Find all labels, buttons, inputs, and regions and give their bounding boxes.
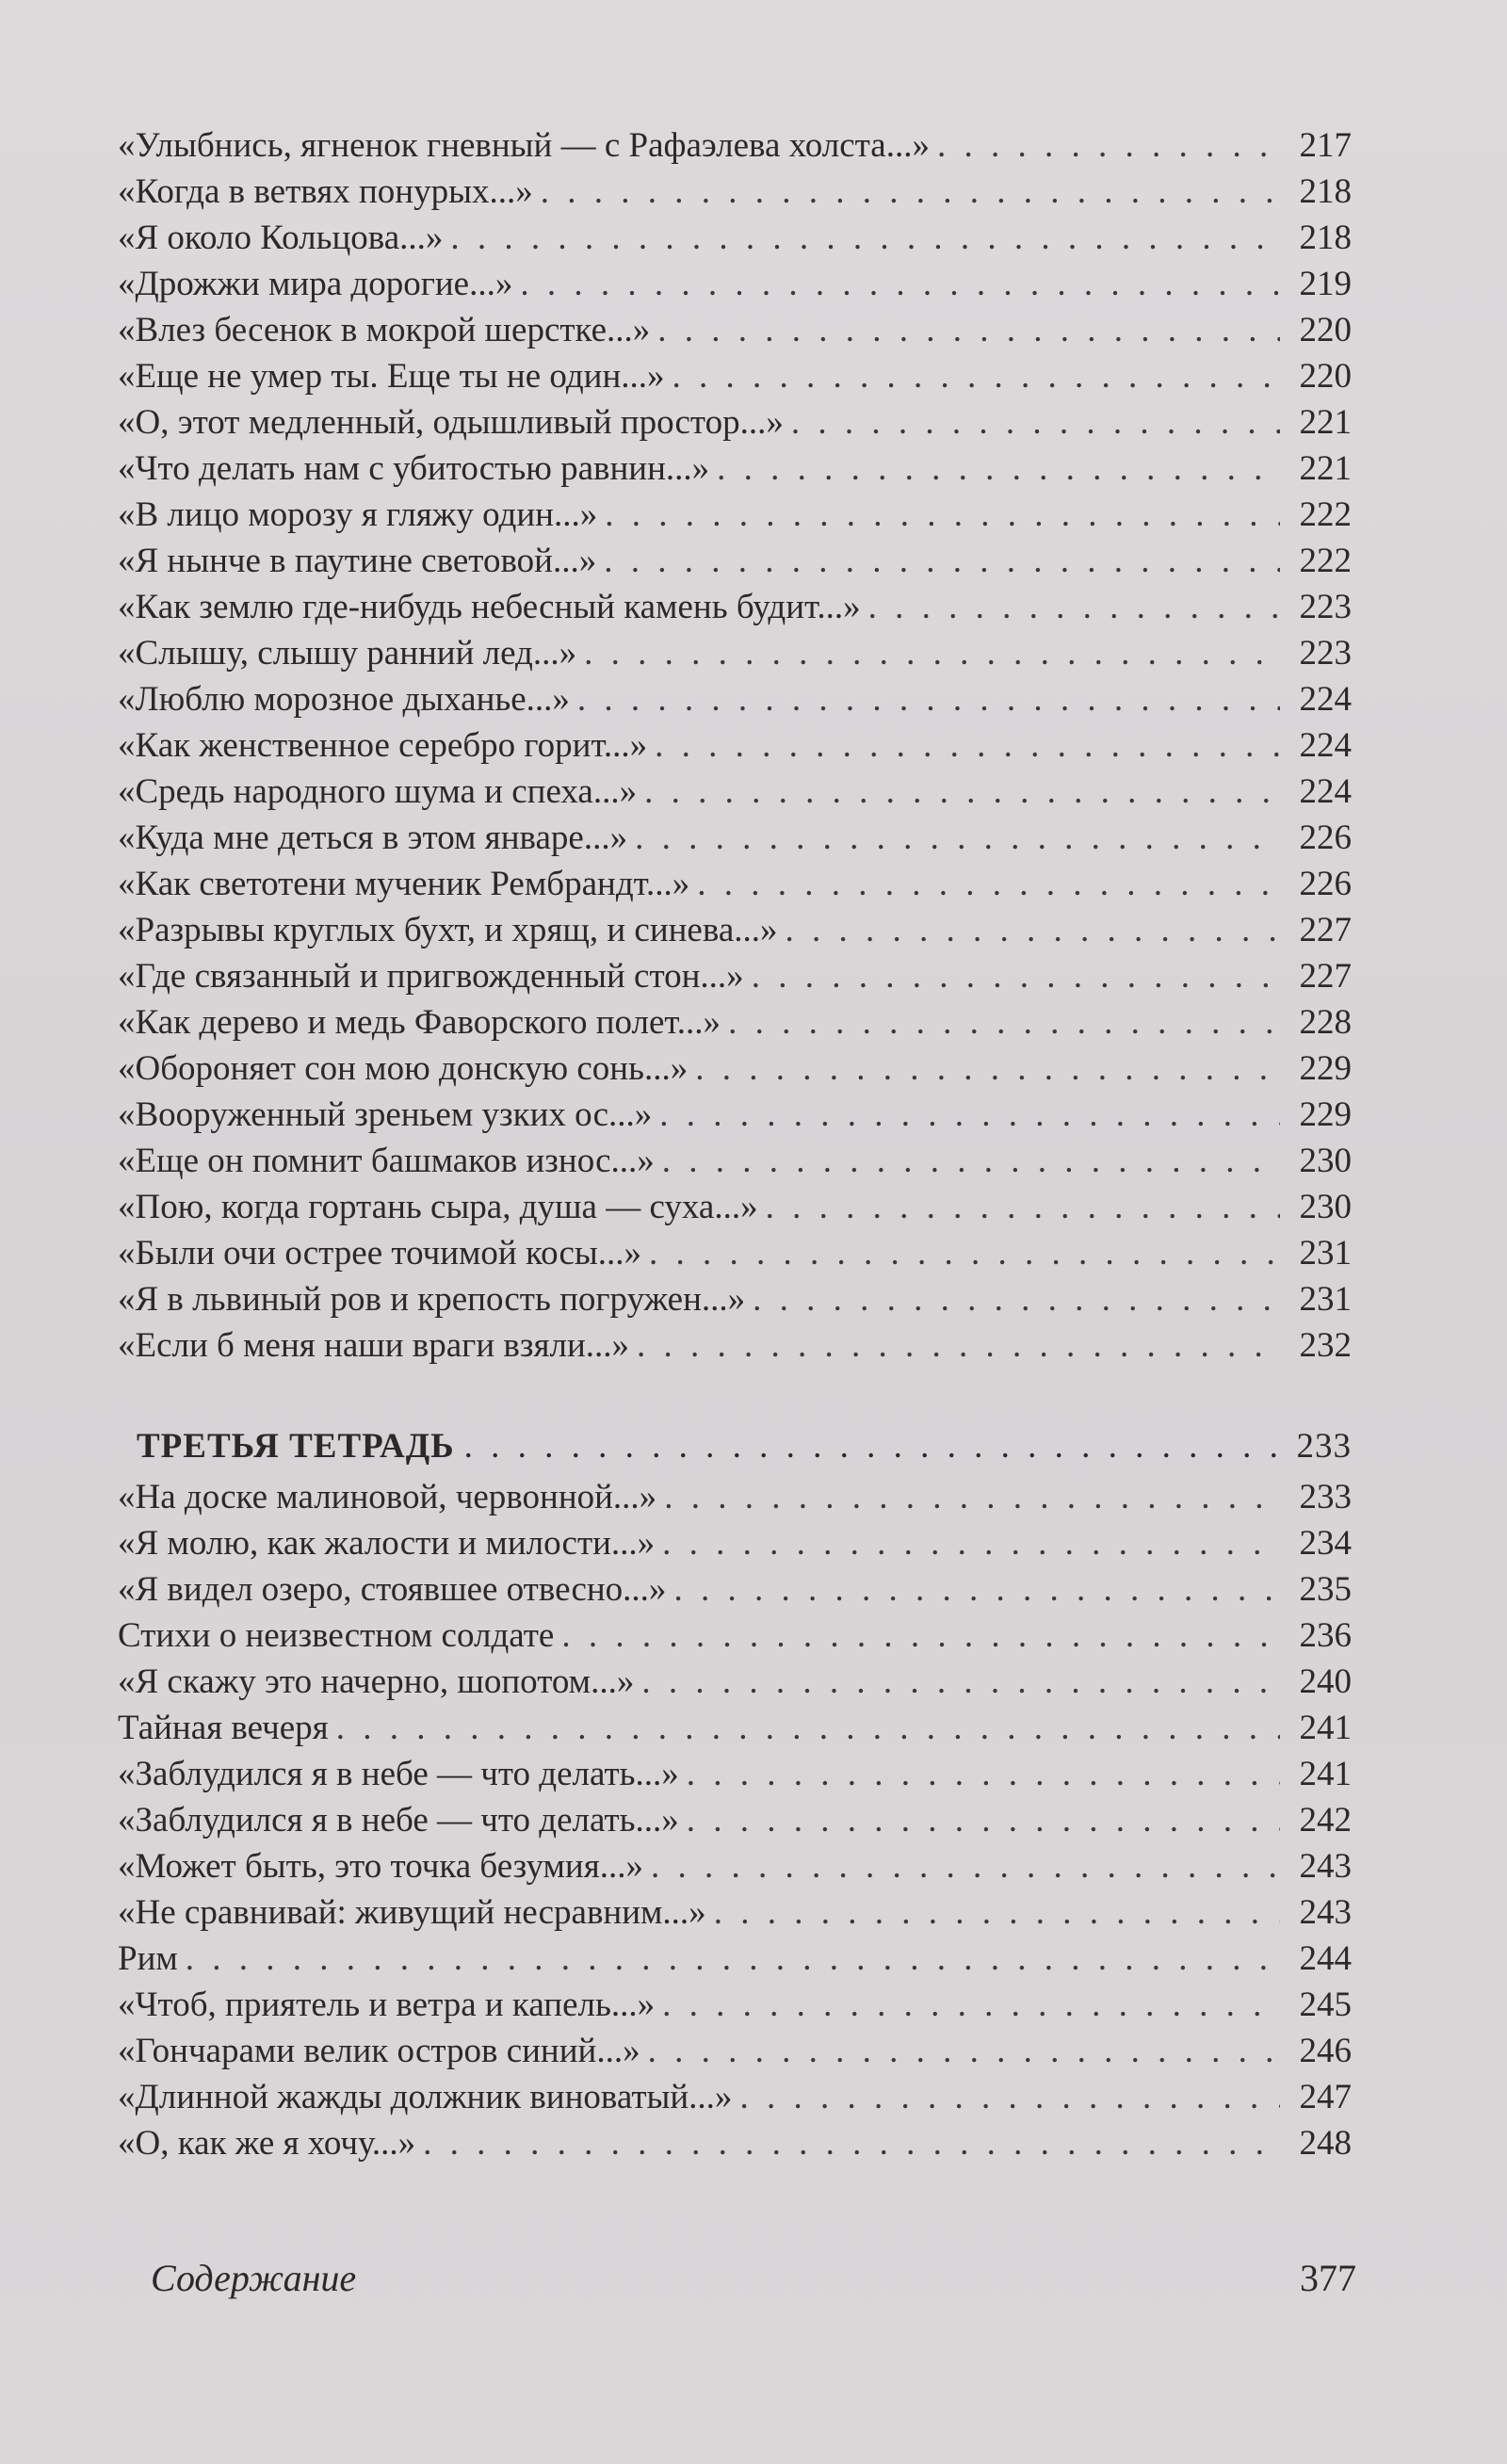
toc-entry [118,630,1352,676]
leader-dots [739,2074,1280,2120]
toc-entry [118,169,1352,215]
toc-entry-title: «Я скажу это начерно, шопотом...» [118,1662,635,1701]
toc-entry-title: «Чтоб, приятель и ветра и капель...» [118,1986,656,2024]
toc-entry-title: «Я видел озеро, стоявшее отвесно...» [118,1570,667,1609]
toc-entry-title: «Заблудился я в небе — что делать...» [118,1801,679,1840]
toc-entry [118,1322,1352,1369]
leader-dots [186,1936,1280,1982]
running-head: Содержание [151,2257,357,2299]
toc-entry-page: 243 [1299,1893,1352,1932]
leader-dots [604,538,1280,584]
toc-entry-page: 243 [1299,1847,1352,1886]
toc-entry-page: 224 [1299,726,1352,765]
toc-entry-title: «Длинной жажды должник виноватый...» [118,2078,733,2116]
toc-entry-page: 222 [1299,495,1352,534]
toc-entry-page: 227 [1299,957,1352,996]
toc-entry-title: «Еще он помнит башмаков износ...» [118,1142,655,1180]
toc-entry-page: 217 [1299,126,1352,165]
toc-entry [118,1138,1352,1184]
toc-entry [118,861,1352,907]
toc-entry-page: 222 [1299,542,1352,580]
section-title: ТРЕТЬЯ ТЕТРАДЬ [137,1427,455,1466]
leader-dots [635,815,1280,861]
toc-list-part2 [118,1474,1352,2166]
toc-entry-page: 241 [1299,1755,1352,1793]
leader-dots [520,261,1280,307]
toc-entry-page: 247 [1299,2078,1352,2116]
toc-entry-page: 241 [1299,1709,1352,1747]
toc-entry-title: «Влез бесенок в мокрой шерстке...» [118,311,651,349]
toc-entry [118,1705,1352,1751]
toc-entry [118,1889,1352,1936]
toc-entry-title: «Не сравнивай: живущий несравним...» [118,1893,706,1932]
toc-entry-page: 230 [1299,1142,1352,1180]
page-number: 377 [1300,2257,1356,2299]
leader-dots [937,122,1280,169]
section-page-number: 233 [1296,1427,1352,1466]
leader-dots [766,1184,1280,1230]
leader-dots [641,1659,1280,1705]
toc-entry [118,1566,1352,1613]
toc-entry-page: 224 [1299,680,1352,719]
toc-entry [118,907,1352,953]
toc-entry-title: Рим [118,1939,178,1978]
toc-entry [118,722,1352,769]
toc-entry-title: «Улыбнись, ягненок гневный — с Рафаэлева холста...» [118,126,930,165]
leader-dots [695,1046,1280,1092]
leader-dots [662,1138,1280,1184]
leader-dots [697,861,1280,907]
toc-entry [118,953,1352,999]
toc-entry-page: 226 [1299,819,1352,857]
toc-entry [118,1474,1352,1520]
toc-entry-page: 218 [1299,172,1352,211]
leader-dots [423,2120,1280,2166]
toc-entry-title: «Гончарами велик остров синий...» [118,2032,640,2070]
toc-entry [118,2120,1352,2166]
leader-dots [584,630,1280,676]
toc-entry-page: 229 [1299,1095,1352,1134]
toc-entry [118,307,1352,353]
toc-entry-page: 230 [1299,1188,1352,1226]
leader-dots [868,584,1280,630]
leader-dots [753,1276,1280,1322]
toc-entry-title: «Обороняет сон мою донскую сонь...» [118,1049,689,1088]
toc-entry [118,446,1352,492]
toc-entry-title: «Когда в ветвях понурых...» [118,172,533,211]
page-footer [151,2256,1356,2300]
leader-dots [577,676,1280,722]
toc-entry-page: 223 [1299,588,1352,626]
toc-entry-title: «О, этот медленный, одышливый простор...» [118,403,784,442]
leader-dots [336,1705,1280,1751]
toc-entry-title: «Я около Кольцова...» [118,219,444,257]
toc-entry [118,1520,1352,1566]
toc-entry [118,1936,1352,1982]
toc-entry [118,1046,1352,1092]
toc-entry-title: «Пою, когда гортань сыра, душа — суха...» [118,1188,758,1226]
toc-entry-title: «О, как же я хочу...» [118,2124,416,2163]
toc-entry [118,769,1352,815]
toc-list-part1 [118,122,1352,1369]
toc-entry-page: 236 [1299,1616,1352,1655]
toc-entry [118,1184,1352,1230]
toc-entry-title: «Куда мне деться в этом январе...» [118,819,628,857]
toc-entry-page: 244 [1299,1939,1352,1978]
leader-dots [717,446,1280,492]
toc-entry-page: 218 [1299,219,1352,257]
toc-entry [118,584,1352,630]
toc-entry-page: 248 [1299,2124,1352,2163]
toc-entry [118,1092,1352,1138]
toc-entry-title: «Слышу, слышу ранний лед...» [118,634,577,673]
toc-entry-page: 231 [1299,1280,1352,1319]
toc-entry-title: «Как светотени мученик Рембрандт...» [118,865,690,903]
toc-entry-title: «Если б меня наши враги взяли...» [118,1326,630,1365]
toc-entry-title: «Разрывы круглых бухт, и хрящ, и синева...» [118,911,778,949]
toc-entry-page: 245 [1299,1986,1352,2024]
toc-entry-title: «Еще не умер ты. Еще ты не один...» [118,357,665,396]
toc-section-heading [137,1420,1352,1473]
toc-entry-title: «Как землю где-нибудь небесный камень будит...» [118,588,861,626]
toc-entry-page: 219 [1299,265,1352,303]
toc-entry-title: Стихи о неизвестном солдате [118,1616,555,1655]
toc-entry-title: «Я в львиный ров и крепость погружен...» [118,1280,746,1319]
toc-entry-page: 227 [1299,911,1352,949]
toc-entry-title: «Я молю, как жалости и милости...» [118,1524,656,1563]
toc-entry-title: «Люблю морозное дыханье...» [118,680,570,719]
leader-dots [541,169,1280,215]
leader-dots [648,2028,1280,2074]
toc-entry [118,215,1352,261]
toc-entry [118,399,1352,446]
leader-dots [450,215,1280,261]
leader-dots [791,399,1280,446]
leader-dots [672,353,1281,399]
toc-entry [118,492,1352,538]
toc-entry-title: «Где связанный и пригвожденный стон...» [118,957,744,996]
leader-dots [561,1613,1280,1659]
toc-entry [118,1982,1352,2028]
toc-entry [118,1659,1352,1705]
toc-entry-title: «На доске малиновой, червонной...» [118,1478,657,1516]
toc-entry [118,2028,1352,2074]
toc-entry-page: 246 [1299,2032,1352,2070]
toc-entry [118,1843,1352,1889]
toc-entry [118,1230,1352,1276]
toc-entry-page: 235 [1299,1570,1352,1609]
toc-entry-page: 234 [1299,1524,1352,1563]
leader-dots [657,307,1280,353]
leader-dots [687,1751,1280,1797]
toc-entry-title: «Как дерево и медь Фаворского полет...» [118,1003,721,1042]
toc-entry [118,1751,1352,1797]
toc-entry-page: 231 [1299,1234,1352,1273]
toc-entry-title: «Как женственное серебро горит...» [118,726,648,765]
toc-entry-page: 240 [1299,1662,1352,1701]
toc-entry-page: 220 [1299,357,1352,396]
toc-entry-page: 221 [1299,449,1352,488]
toc-entry [118,2074,1352,2120]
leader-dots [752,953,1280,999]
toc-entry-page: 232 [1299,1326,1352,1365]
toc-entry [118,999,1352,1046]
toc-entry-title: Тайная вечеря [118,1709,329,1747]
leader-dots [644,769,1280,815]
leader-dots [651,1843,1280,1889]
toc-entry [118,1797,1352,1843]
toc-entry-title: «Дрожжи мира дорогие...» [118,265,513,303]
toc-entry-page: 242 [1299,1801,1352,1840]
toc-entry [118,1276,1352,1322]
toc-entry [118,676,1352,722]
toc-entry-page: 220 [1299,311,1352,349]
toc-entry-title: «Я нынче в паутине световой...» [118,542,597,580]
leader-dots [464,1420,1286,1473]
toc-entry-page: 224 [1299,772,1352,811]
toc-entry-page: 233 [1299,1478,1352,1516]
leader-dots [659,1092,1280,1138]
leader-dots [605,492,1280,538]
toc-entry [118,538,1352,584]
toc-entry-title: «Были очи острее точимой косы...» [118,1234,642,1273]
toc-entry-page: 221 [1299,403,1352,442]
toc-entry [118,1613,1352,1659]
toc-entry [118,122,1352,169]
toc-entry-page: 228 [1299,1003,1352,1042]
toc-entry-title: «Вооруженный зреньем узких ос...» [118,1095,653,1134]
leader-dots [649,1230,1280,1276]
leader-dots [786,907,1280,953]
leader-dots [662,1520,1280,1566]
leader-dots [662,1982,1280,2028]
leader-dots [714,1889,1280,1936]
toc-entry-page: 229 [1299,1049,1352,1088]
toc-entry-title: «Заблудился я в небе — что делать...» [118,1755,679,1793]
leader-dots [664,1474,1280,1520]
toc-entry-page: 223 [1299,634,1352,673]
toc-entry [118,261,1352,307]
toc-entry-title: «В лицо морозу я гляжу один...» [118,495,598,534]
leader-dots [655,722,1280,769]
leader-dots [637,1322,1280,1369]
leader-dots [673,1566,1280,1613]
leader-dots [687,1797,1280,1843]
toc-entry-title: «Может быть, это точка безумия...» [118,1847,643,1886]
toc-entry [118,815,1352,861]
toc-entry-page: 226 [1299,865,1352,903]
leader-dots [728,999,1280,1046]
toc-entry [118,353,1352,399]
toc-entry-title: «Что делать нам с убитостью равнин...» [118,449,710,488]
toc-entry-title: «Средь народного шума и спеха...» [118,772,638,811]
